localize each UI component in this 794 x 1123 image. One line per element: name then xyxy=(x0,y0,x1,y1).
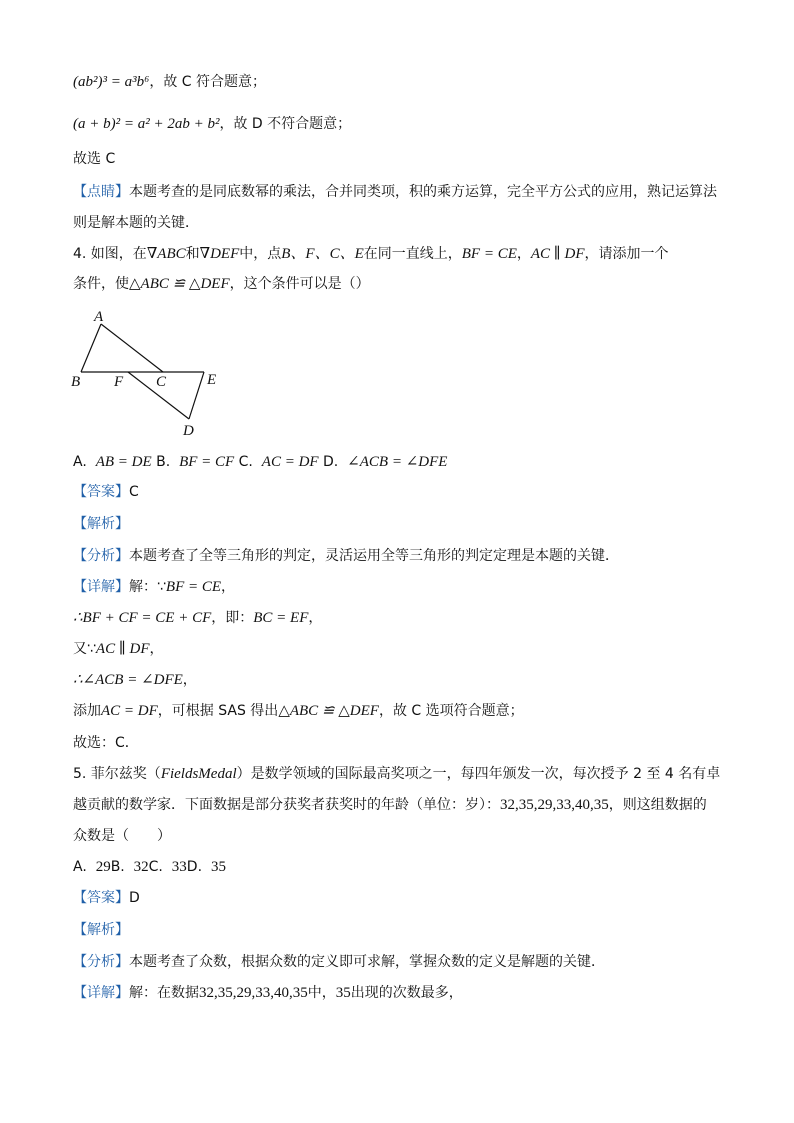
point-label-d: D xyxy=(183,423,194,439)
detail-line-1: 【详解】解：∵BF = CE， xyxy=(73,579,236,595)
detail-line-6: 故选：C． xyxy=(73,735,139,751)
line-solution-d: (a + b)² = a² + 2ab + b²，故 D 不符合题意； xyxy=(73,116,352,132)
point-label-b: B xyxy=(71,374,81,390)
answer-choice-line: 故选 C xyxy=(73,151,116,167)
detail-line-4: ∴∠ACB = ∠DFE， xyxy=(73,672,197,688)
question-4-stem-continued: 条件，使△ABC ≌ △DEF，这个条件可以是（） xyxy=(73,276,370,292)
segment-ac xyxy=(101,324,163,372)
point-label-a: A xyxy=(94,309,104,325)
comment-line: 【点睛】本题考查的是同底数幂的乘法，合并同类项，积的乘方运算，完全平方公式的应用，熟记运算法 xyxy=(73,184,717,200)
detail-line-3: 又∵AC ∥ DF， xyxy=(73,641,164,657)
segment-ed xyxy=(189,372,204,419)
line-solution-c: (ab²)³ = a³b⁶，故 C 符合题意； xyxy=(73,74,267,90)
detail-line-5: 添加AC = DF，可根据 SAS 得出△ABC ≌ △DEF，故 C 选项符合题意； xyxy=(73,703,524,719)
point-label-f: F xyxy=(114,374,124,390)
analysis-heading-q5: 【解析】 xyxy=(73,922,129,938)
answer-tag: 【答案】 xyxy=(73,484,129,500)
math-expression: (a + b)² = a² + 2ab + b² xyxy=(73,116,220,132)
answer-line: 【答案】C xyxy=(73,484,139,500)
question-5-stem-continued: 越贡献的数学家．下面数据是部分获奖者获奖时的年龄（单位：岁）：32,35,29,33,40,35，则这组数据的 xyxy=(73,797,707,813)
comment-line-continued: 则是解本题的关键． xyxy=(73,215,199,231)
segment-ab xyxy=(81,324,101,372)
question-5-stem: 5. 菲尔兹奖（FieldsMedal）是数学领域的国际最高奖项之一，每四年颁发一次，每次授予 2 至 4 名有卓 xyxy=(73,766,721,782)
question-4-options: A. AB = DE B. BF = CF C. AC = DF D. ∠ACB = ∠DFE xyxy=(73,454,448,470)
question-5-options: A. 29B. 32C. 33D. 35 xyxy=(73,859,226,875)
question-4-stem: 4. 如图，在∇ABC和∇DEF中，点B、F、C、E在同一直线上，BF = CE，AC ∥ DF，请添加一个 xyxy=(73,246,669,262)
detail-line-2: ∴BF + CF = CE + CF，即：BC = EF， xyxy=(73,610,323,626)
question-5-stem-end: 众数是（ ） xyxy=(73,828,171,844)
triangle-figure xyxy=(66,302,236,442)
analysis-summary-q5: 【分析】本题考查了众数，根据众数的定义即可求解，掌握众数的定义是解题的关键． xyxy=(73,954,605,970)
detail-line-q5: 【详解】解：在数据32,35,29,33,40,35中，35出现的次数最多， xyxy=(73,985,463,1001)
point-label-e: E xyxy=(207,372,217,388)
analysis-heading: 【解析】 xyxy=(73,516,129,532)
answer-line-q5: 【答案】D xyxy=(73,890,140,906)
comment-tag: 【点睛】 xyxy=(73,184,129,200)
point-label-c: C xyxy=(156,374,167,390)
analysis-summary: 【分析】本题考查了全等三角形的判定，灵活运用全等三角形的判定定理是本题的关键． xyxy=(73,548,619,564)
math-expression: (ab²)³ = a³b⁶ xyxy=(73,74,150,90)
